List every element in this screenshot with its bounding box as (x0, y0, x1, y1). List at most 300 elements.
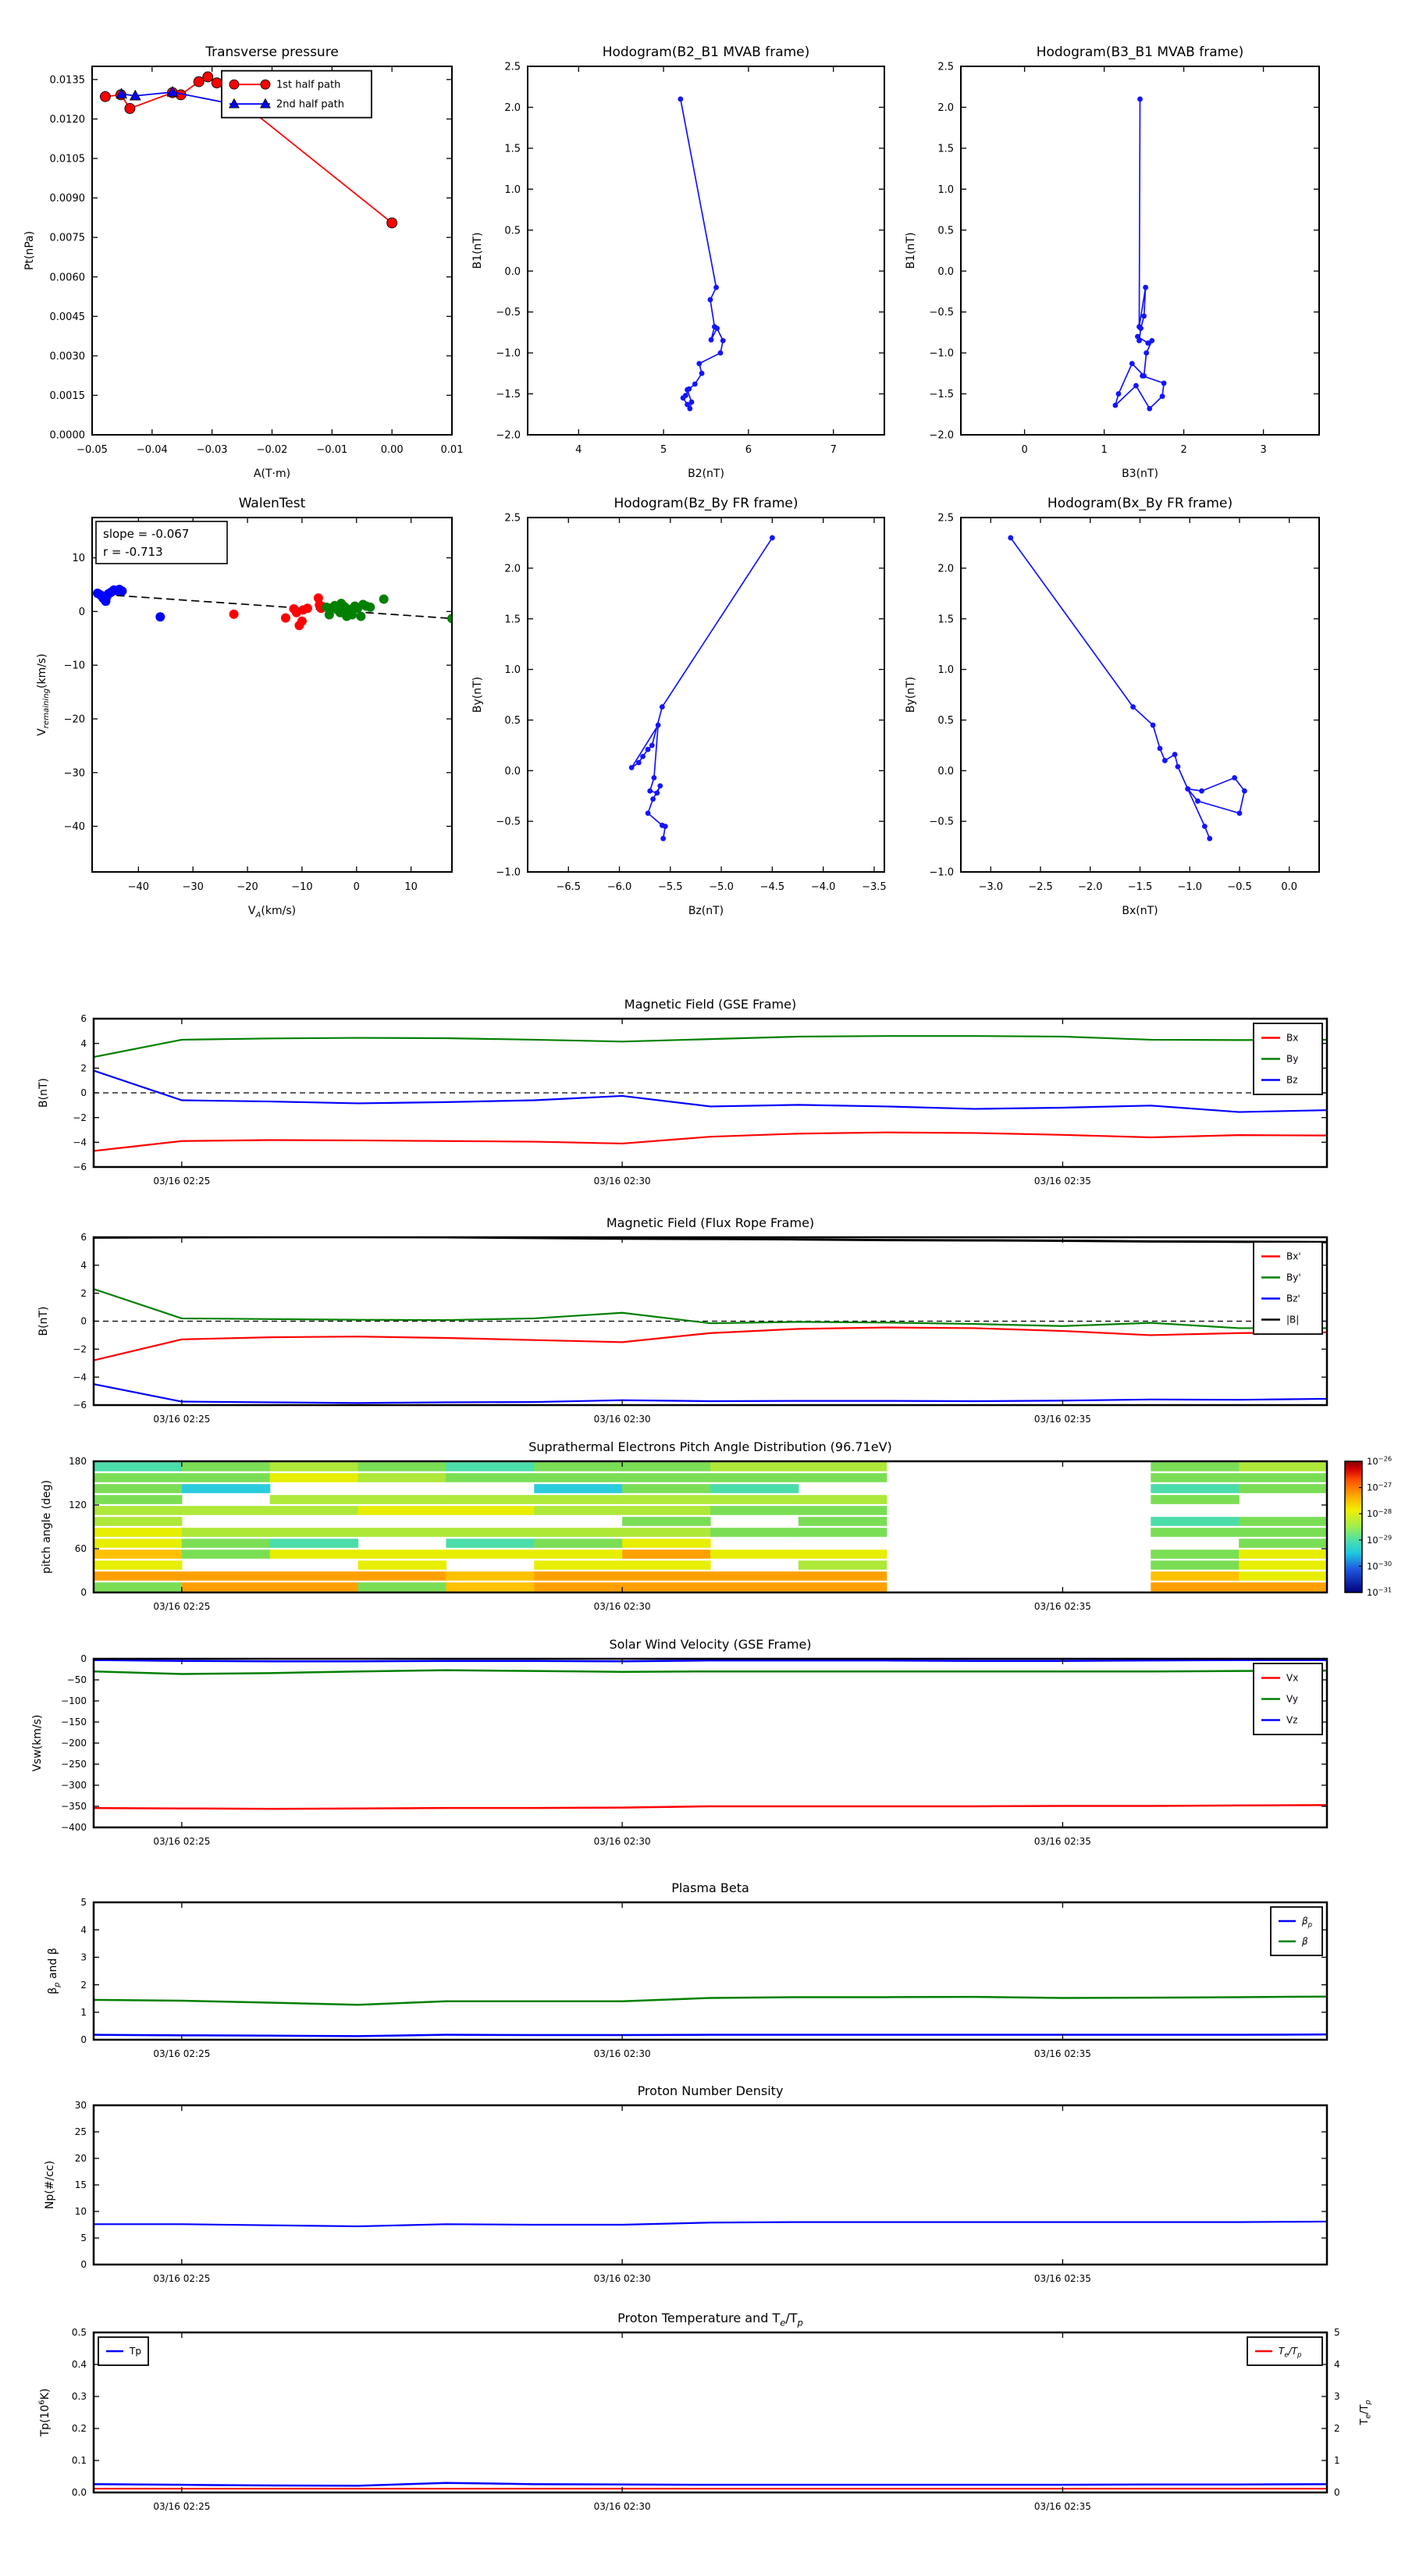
x-tick-label: −2.5 (1028, 881, 1053, 893)
hodogram-bz-by-plot (471, 496, 887, 917)
heatmap-cell (622, 1571, 710, 1581)
x-tick-label: 2 (1180, 444, 1187, 456)
heatmap-cell (94, 1506, 182, 1515)
y-tick-label: −40 (63, 821, 85, 834)
y-tick-label: 0.0090 (49, 193, 85, 205)
x-tick-label: 4 (575, 444, 582, 456)
heatmap-cell (1151, 1550, 1239, 1559)
solar-wind-velocity-series (94, 1670, 1327, 1674)
walen-test-plot (36, 496, 457, 920)
heatmap-cell (94, 1528, 182, 1537)
y-tick-label: 2.5 (504, 61, 521, 73)
heatmap-cell (1239, 1539, 1327, 1548)
y-tick-label: 0.3 (71, 2391, 87, 2403)
heatmap-cell (94, 1560, 182, 1570)
heatmap-cell (710, 1571, 799, 1581)
heatmap-cell (182, 1506, 270, 1515)
y-tick-label: 0 (78, 606, 85, 618)
heatmap-cell (799, 1506, 887, 1515)
heatmap-cell (622, 1517, 710, 1526)
x-tick-label: 03/16 02:25 (153, 1414, 211, 1425)
proton-number-density-plot-area (94, 2222, 1327, 2226)
y-tick-label: 10 (72, 553, 85, 565)
scatter-point (229, 610, 239, 619)
y-tick-label: 0.4 (71, 2359, 87, 2371)
heatmap-cell (270, 1582, 358, 1592)
heatmap-cell (94, 1571, 182, 1581)
heatmap-cell (270, 1506, 358, 1515)
pitch-angle-distribution-title: Suprathermal Electrons Pitch Angle Distribution (96.71eV) (528, 1439, 892, 1454)
y-tick-label: −0.5 (929, 307, 954, 319)
hodogram-bx-by-series (1011, 538, 1245, 838)
hodogram-bx-by-xlabel: Bx(nT) (1122, 905, 1158, 917)
scatter-point (155, 612, 165, 621)
heatmap-cell (1239, 1571, 1327, 1581)
scatter-point (281, 614, 290, 623)
y-tick-label: 5 (80, 2233, 87, 2244)
right-tick-label: 5 (1334, 2327, 1340, 2339)
x-tick-label: −3.0 (978, 881, 1004, 893)
y-tick-label: 1.0 (937, 664, 954, 677)
y-tick-label: 30 (74, 2100, 87, 2112)
heatmap-cell (270, 1473, 358, 1482)
heatmap-cell (622, 1473, 710, 1482)
heatmap-cell (534, 1528, 622, 1537)
heatmap-cell (94, 1517, 182, 1526)
heatmap-cell (94, 1539, 182, 1548)
y-tick-label: −2.0 (929, 429, 954, 442)
heatmap-cell (799, 1462, 887, 1471)
heatmap-cell (710, 1506, 799, 1515)
axes-frame (94, 1019, 1327, 1167)
heatmap-cell (358, 1560, 446, 1570)
solar-wind-velocity-ylabel: Vsw(km/s) (31, 1714, 44, 1772)
x-tick-label: −0.5 (1227, 881, 1252, 893)
y-tick-label: 1.0 (937, 183, 954, 196)
proton-number-density-title: Proton Number Density (637, 2083, 784, 2098)
x-tick-label: 5 (660, 444, 667, 456)
walen-test-ylabel: $V_{remaining}(km/s)$ (36, 653, 51, 736)
x-tick-label: −5.5 (658, 881, 683, 893)
hodogram-bz-by-xlabel: Bz(nT) (688, 905, 724, 917)
x-tick-label: 6 (745, 444, 752, 456)
heatmap-cell (799, 1528, 887, 1537)
axes-frame (961, 518, 1319, 872)
heatmap-cell (1239, 1528, 1327, 1537)
colorbar-tick-label: $10^{-26}$ (1367, 1454, 1393, 1467)
y-tick-label: 0.0120 (49, 113, 85, 126)
heatmap-cell (534, 1473, 622, 1482)
heatmap-cell (182, 1484, 270, 1493)
heatmap-cell (622, 1506, 710, 1515)
y-tick-label: 0 (80, 2259, 87, 2271)
annotation-line: slope = -0.067 (103, 527, 190, 541)
y-tick-label: −1.5 (929, 389, 954, 401)
heatmap-cell (94, 1484, 182, 1493)
legend-label: β (1302, 1936, 1308, 1948)
heatmap-cell (534, 1571, 622, 1581)
x-tick-label: 7 (830, 444, 837, 456)
magnetic-field-gse-series (94, 1133, 1327, 1151)
heatmap-cell (799, 1473, 887, 1482)
proton-temperature-title: Proton Temperature and $T_e/T_p$ (617, 2311, 803, 2329)
hodogram-b2-b1-xlabel: B2(nT) (688, 468, 724, 480)
magnetic-field-gse-series (94, 1071, 1327, 1112)
y-tick-label: −250 (61, 1759, 87, 1770)
solar-wind-velocity-title: Solar Wind Velocity (GSE Frame) (609, 1637, 812, 1652)
heatmap-cell (446, 1528, 534, 1537)
magnetic-field-gse-series (94, 1036, 1327, 1057)
hodogram-b3-b1-series (1115, 99, 1164, 408)
y-tick-label: 0.0015 (49, 390, 85, 402)
legend-label: Tp (130, 2346, 141, 2357)
heatmap-cell (182, 1550, 270, 1559)
y-tick-label: 0.0135 (49, 74, 85, 87)
heatmap-cell (1151, 1484, 1239, 1493)
colorbar-tick-label: $10^{-28}$ (1367, 1507, 1393, 1520)
legend-label: Bx' (1286, 1251, 1301, 1262)
heatmap-cell (94, 1550, 182, 1559)
scatter-point (365, 603, 375, 612)
plasma-beta-legend (1271, 1907, 1322, 1955)
heatmap-cell (270, 1462, 358, 1471)
x-tick-label: 03/16 02:35 (1033, 2273, 1091, 2284)
hodogram-bx-by-plot (905, 496, 1319, 917)
heatmap-cell (182, 1582, 270, 1592)
hodogram-bz-by-title: Hodogram(Bz_By FR frame) (614, 496, 799, 511)
plasma-beta-series (94, 2034, 1327, 2036)
heatmap-cell (799, 1582, 887, 1592)
legend-label: By (1286, 1053, 1299, 1065)
right-axis-label: $T_e/T_p$ (1359, 2400, 1373, 2425)
heatmap-cell (182, 1462, 270, 1471)
pitch-angle-distribution-ylabel: pitch angle (deg) (41, 1480, 53, 1574)
axes-frame (94, 2105, 1327, 2265)
x-tick-label: 03/16 02:25 (153, 1836, 211, 1847)
transverse-pressure-ylabel: Pt(nPa) (23, 230, 36, 271)
y-tick-label: 2 (80, 1062, 87, 1074)
hodogram-b3-b1-plot-area (1112, 97, 1166, 411)
heatmap-cell (182, 1539, 270, 1548)
proton-temperature-plot (38, 2311, 1373, 2512)
heatmap-cell (1151, 1462, 1239, 1471)
scatter-point (356, 612, 365, 621)
x-tick-label: −30 (182, 881, 204, 893)
x-tick-label: 03/16 02:35 (1033, 2048, 1091, 2059)
legend-label: Bz' (1286, 1293, 1300, 1304)
heatmap-cell (1239, 1582, 1327, 1592)
heatmap-cell (1151, 1517, 1239, 1526)
x-tick-label: 03/16 02:25 (153, 1176, 211, 1187)
heatmap-cell (446, 1473, 534, 1482)
heatmap-cell (1151, 1571, 1239, 1581)
x-tick-label: −0.05 (76, 444, 108, 456)
y-tick-label: −350 (61, 1801, 87, 1813)
walen-test-series (92, 594, 452, 619)
heatmap-cell (358, 1582, 446, 1592)
right-tick-label: 0 (1334, 2487, 1340, 2499)
y-tick-label: 0.5 (504, 714, 521, 727)
x-tick-label: 1 (1101, 444, 1108, 456)
heatmap-cell (799, 1495, 887, 1504)
heatmap-cell (710, 1528, 799, 1537)
heatmap-cell (710, 1550, 799, 1559)
heatmap-cell (622, 1560, 710, 1570)
y-tick-label: −200 (61, 1738, 87, 1749)
y-tick-label: 5 (80, 1897, 87, 1909)
y-tick-label: 0.5 (937, 225, 954, 237)
y-tick-label: 2.5 (937, 61, 954, 73)
heatmap-cell (446, 1462, 534, 1471)
x-tick-label: −20 (237, 881, 258, 893)
y-tick-label: 0.1 (71, 2455, 87, 2467)
plasma-beta-plot (47, 1880, 1327, 2059)
y-tick-label: 2.0 (937, 563, 954, 575)
axes-frame (94, 2332, 1327, 2492)
x-tick-label: 03/16 02:30 (593, 1176, 651, 1187)
solar-wind-velocity-plot (31, 1637, 1327, 1847)
y-tick-label: 1.5 (937, 614, 954, 626)
heatmap-cell (710, 1484, 799, 1493)
heatmap-cell (270, 1495, 358, 1504)
axes-frame (94, 1902, 1327, 2040)
y-tick-label: 4 (80, 1260, 87, 1272)
solar-wind-velocity-series (94, 1805, 1327, 1809)
x-tick-label: 03/16 02:35 (1033, 1836, 1091, 1847)
heatmap-cell (1239, 1560, 1327, 1570)
x-tick-label: 03/16 02:30 (593, 2501, 651, 2512)
heatmap-cell (799, 1550, 887, 1559)
heatmap-cell (358, 1550, 446, 1559)
y-tick-label: 1.0 (504, 183, 521, 196)
heatmap-cell (799, 1560, 887, 1570)
y-tick-label: 0.0 (937, 265, 954, 278)
transverse-pressure-xlabel: A(T·m) (253, 468, 291, 480)
y-tick-label: 15 (74, 2179, 87, 2191)
plasma-beta-ylabel: $\beta_p$ and β (47, 1948, 62, 1994)
heatmap-cell (1239, 1484, 1327, 1493)
heatmap-cell (534, 1539, 622, 1548)
x-tick-label: −5.0 (709, 881, 734, 893)
heatmap-cell (1239, 1473, 1327, 1482)
y-tick-label: −400 (61, 1822, 87, 1834)
heatmap-cell (1151, 1582, 1239, 1592)
heatmap-cell (182, 1571, 270, 1581)
legend-label: $T_e/T_p$ (1279, 2346, 1302, 2360)
hodogram-b3-b1-title: Hodogram(B3_B1 MVAB frame) (1036, 44, 1244, 60)
x-tick-label: 03/16 02:25 (153, 1601, 211, 1612)
x-tick-label: 03/16 02:35 (1033, 2501, 1091, 2512)
y-tick-label: −0.5 (496, 307, 521, 319)
heatmap-cell (1151, 1528, 1239, 1537)
heatmap-cell (1151, 1495, 1239, 1504)
heatmap-cell (358, 1495, 446, 1504)
heatmap-cell (446, 1550, 534, 1559)
hodogram-b3-b1-ylabel: B1(nT) (905, 232, 917, 269)
solar-wind-velocity-series (94, 1660, 1327, 1662)
x-tick-label: 03/16 02:35 (1033, 1601, 1091, 1612)
scatter-point (303, 603, 312, 613)
walen-test-annotation (96, 521, 227, 564)
magnetic-field-fr-plot (37, 1215, 1327, 1425)
legend-label: Bx (1286, 1032, 1299, 1044)
hodogram-b2-b1-ylabel: B1(nT) (471, 232, 484, 269)
magnetic-field-fr-legend (1254, 1242, 1322, 1334)
y-tick-label: 180 (69, 1456, 87, 1468)
proton-temperature-ylabel: $Tp(10^6K)$ (37, 2388, 52, 2437)
x-tick-label: 3 (1260, 444, 1267, 456)
y-tick-label: −1.0 (496, 347, 521, 360)
heatmap-cell (358, 1462, 446, 1471)
y-tick-label: 25 (74, 2126, 87, 2138)
y-tick-label: −150 (61, 1717, 87, 1728)
heatmap-cell (358, 1528, 446, 1537)
axes-frame (528, 518, 884, 872)
heatmap-cell (446, 1539, 534, 1548)
x-tick-label: 0 (353, 881, 360, 893)
y-tick-label: 0.0030 (49, 350, 85, 363)
hodogram-b3-b1-plot (905, 44, 1319, 480)
y-tick-label: −0.5 (929, 816, 954, 828)
legend-label: 2nd half path (276, 98, 344, 111)
proton-number-density-plot (44, 2083, 1327, 2284)
walen-test-xlabel: $V_A(km/s)$ (247, 905, 297, 920)
magnetic-field-fr-title: Magnetic Field (Flux Rope Frame) (606, 1215, 815, 1230)
heatmap-cell (534, 1462, 622, 1471)
transverse-pressure-title: Transverse pressure (205, 44, 339, 60)
x-tick-label: −6.0 (606, 881, 632, 893)
axes-frame (94, 1659, 1327, 1827)
y-tick-label: −30 (63, 767, 85, 780)
magnetic-field-fr-series (94, 1384, 1327, 1403)
y-tick-label: 0.0 (71, 2487, 87, 2499)
x-tick-label: −1.5 (1127, 881, 1153, 893)
hodogram-b2-b1-plot (471, 44, 884, 480)
x-tick-label: 03/16 02:30 (593, 1836, 651, 1847)
y-tick-label: 2.5 (504, 512, 521, 525)
heatmap-cell (94, 1462, 182, 1471)
y-tick-label: 2 (80, 1979, 87, 1991)
axes-frame (92, 66, 452, 435)
annotation-line: r = -0.713 (103, 545, 163, 559)
x-tick-label: 0.00 (380, 444, 404, 456)
magnetic-field-fr-plot-area (94, 1237, 1327, 1404)
heatmap-cell (446, 1506, 534, 1515)
y-tick-label: −20 (63, 713, 85, 726)
x-tick-label: −40 (127, 881, 150, 893)
y-tick-label: 2 (80, 1287, 87, 1299)
heatmap-cell (1151, 1473, 1239, 1482)
x-tick-label: −6.5 (556, 881, 582, 893)
axes-frame (92, 518, 452, 872)
x-tick-label: 03/16 02:25 (153, 2048, 211, 2059)
heatmap-cell (270, 1571, 358, 1581)
y-tick-label: 3 (80, 1952, 87, 1963)
x-tick-label: −0.02 (256, 444, 288, 456)
y-tick-label: 0.2 (71, 2423, 87, 2435)
heatmap-cell (710, 1495, 799, 1504)
y-tick-label: 2.0 (504, 101, 521, 114)
legend-label: 1st half path (276, 79, 341, 91)
heatmap-cell (358, 1506, 446, 1515)
y-tick-label: 4 (80, 1037, 87, 1049)
proton-number-density-series (94, 2222, 1327, 2226)
x-tick-label: 03/16 02:25 (153, 2501, 211, 2512)
y-tick-label: 10 (74, 2206, 87, 2218)
y-tick-label: −6 (73, 1162, 87, 1173)
x-tick-label: −1.0 (1177, 881, 1203, 893)
x-tick-label: −2.0 (1077, 881, 1103, 893)
y-tick-label: 0 (80, 1587, 87, 1599)
legend-label: |B| (1286, 1314, 1300, 1325)
y-tick-label: 4 (80, 1924, 87, 1936)
y-tick-label: 0.0045 (49, 311, 85, 323)
hodogram-bz-by-plot-area (629, 535, 775, 841)
right-tick-label: 2 (1334, 2423, 1340, 2435)
heatmap-cell (622, 1528, 710, 1537)
y-tick-label: 1.5 (937, 143, 954, 155)
right-tick-label: 4 (1334, 2359, 1340, 2371)
x-tick-label: −4.0 (810, 881, 836, 893)
heatmap-cell (534, 1484, 622, 1493)
y-tick-label: −2.0 (496, 429, 521, 442)
transverse-pressure-legend (222, 71, 372, 118)
legend-label: Bz (1286, 1074, 1298, 1086)
heatmap-cell (622, 1550, 710, 1559)
y-tick-label: 0.0075 (49, 232, 85, 244)
y-tick-label: 0.0 (504, 765, 521, 777)
proton-number-density-ylabel: Np(#/cc) (44, 2160, 56, 2210)
y-tick-label: 0.5 (504, 225, 521, 237)
hodogram-bx-by-title: Hodogram(Bx_By FR frame) (1047, 496, 1233, 511)
x-tick-label: 03/16 02:30 (593, 2273, 651, 2284)
hodogram-bx-by-plot-area (1008, 535, 1247, 841)
plasma-beta-plot-area (94, 1997, 1327, 2037)
y-tick-label: 2.0 (504, 563, 521, 575)
heatmap-cell (622, 1582, 710, 1592)
scatter-point (117, 586, 126, 596)
x-tick-label: 10 (404, 881, 418, 893)
y-tick-label: 1.5 (504, 143, 521, 155)
y-tick-label: 0.0105 (49, 153, 85, 165)
heatmap-cell (534, 1560, 622, 1570)
y-tick-label: 6 (80, 1013, 87, 1025)
magnetic-field-gse-plot-area (94, 1036, 1327, 1151)
legend-label: Vz (1286, 1714, 1298, 1726)
x-tick-label: 03/16 02:35 (1033, 1176, 1091, 1187)
hodogram-bz-by-ylabel: By(nT) (471, 676, 484, 713)
heatmap-cell (710, 1473, 799, 1482)
y-tick-label: −2 (73, 1343, 87, 1355)
axes-frame (528, 66, 884, 435)
hodogram-bz-by-series (631, 538, 772, 838)
y-tick-label: −1.0 (929, 347, 954, 360)
hodogram-b2-b1-series (681, 99, 723, 408)
hodogram-bx-by-ylabel: By(nT) (905, 676, 917, 713)
y-tick-label: 60 (74, 1543, 87, 1555)
heatmap-cell (182, 1528, 270, 1537)
y-tick-label: 1.5 (504, 614, 521, 626)
y-tick-label: 2.0 (937, 101, 954, 114)
heatmap-cell (1151, 1560, 1239, 1570)
y-tick-label: −1.0 (929, 866, 954, 879)
colorbar-tick-label: $10^{-29}$ (1367, 1533, 1393, 1546)
heatmap-cell (710, 1462, 799, 1471)
y-tick-label: −0.5 (496, 816, 521, 828)
hodogram-b3-b1-xlabel: B3(nT) (1122, 468, 1158, 480)
legend-label: By' (1286, 1272, 1301, 1283)
x-tick-label: 0.0 (1281, 881, 1298, 893)
